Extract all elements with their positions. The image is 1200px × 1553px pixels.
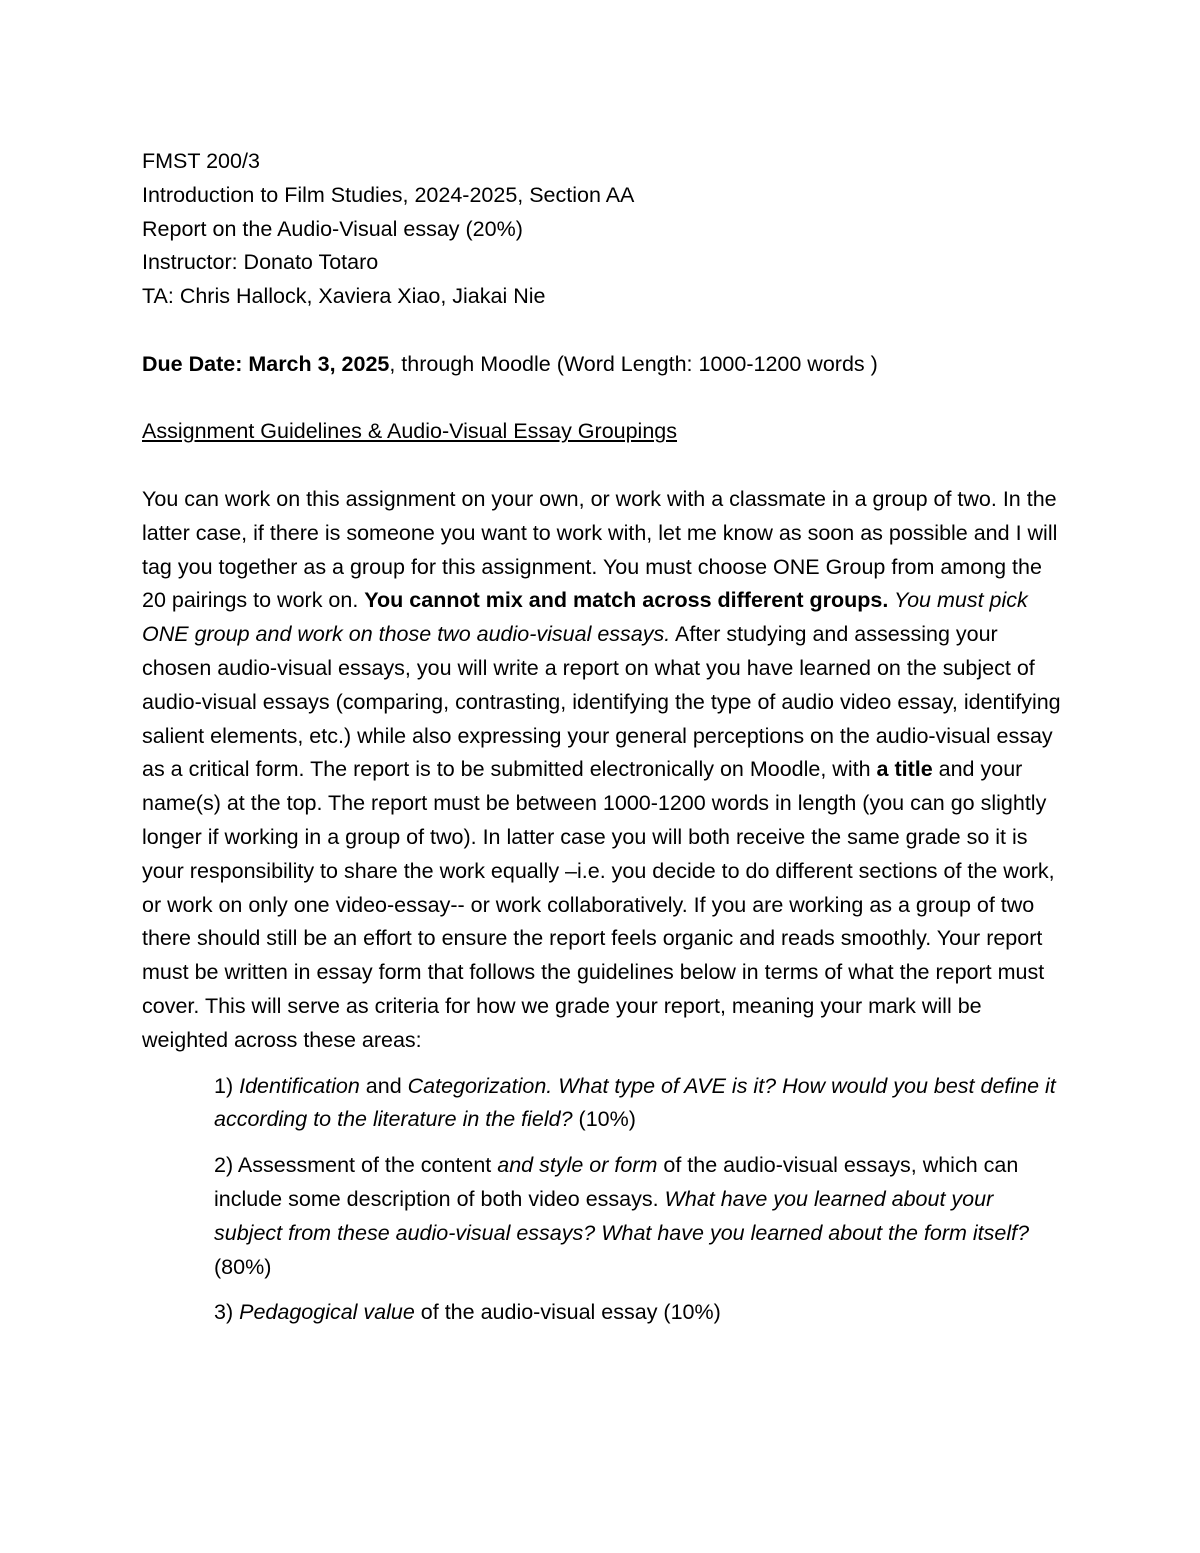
criteria-list — [214, 1070, 1064, 1331]
criterion-2-assessment: Assessment of the content — [237, 1153, 498, 1178]
criterion-2-description: of the audio-visual essays, which can include some description of both video essays. — [214, 1153, 1019, 1211]
criterion-item — [214, 1296, 1064, 1330]
due-date-label: Due Date: March 3, 2025 — [142, 351, 390, 376]
instructor-line: Instructor: Donato Totaro — [142, 250, 379, 275]
document-page — [142, 145, 1067, 1342]
paragraph-italic-note: You must pick ONE group and work on those two audio-visual essays. — [142, 588, 1028, 647]
guidelines-paragraph — [142, 483, 1067, 1058]
ta-line: TA: Chris Hallock, Xaviera Xiao, Jiakai Nie — [142, 284, 546, 309]
paragraph-bold-title: a title — [876, 757, 933, 782]
criterion-1-identification: Identification — [239, 1073, 360, 1098]
due-date-line — [142, 348, 1067, 382]
criterion-2-weight: (80%) — [214, 1254, 272, 1279]
assignment-title: Report on the Audio-Visual essay (20%) — [142, 216, 523, 241]
due-date-details: , through Moodle (Word Length: 1000-1200 words ) — [389, 351, 878, 376]
criterion-1-and: and — [359, 1073, 408, 1098]
criterion-2-style-form: and style or form — [497, 1153, 658, 1178]
criterion-number: 2) — [214, 1153, 234, 1178]
paragraph-bold-warning: You cannot mix and match across different groups. — [364, 588, 889, 613]
course-code: FMST 200/3 — [142, 149, 260, 173]
criterion-item — [214, 1070, 1064, 1138]
course-title: Introduction to Film Studies, 2024-2025, Section AA — [142, 182, 635, 207]
paragraph-text-3: and your name(s) at the top. The report must be between 1000-1200 words in length (you can go slightly longer if working in a group of two). In latter case you will both receive the same grade so it is your responsibility to share the work equally –i.e. you decide to do different sections of the work, or work on only one video-essay-- or work collaboratively. If you are working as a group of two there should still be an effort to ensure the report feels organic and reads smoothly. Your report must be written in essay form that follows the guidelines below in terms of what the report must cover. This will serve as criteria for how we grade your report, meaning your mark will be weighted across these areas: — [142, 757, 1055, 1052]
paragraph-text-2: After studying and assessing your chosen audio-visual essays, you will write a report on what you have learned on the subject of audio-visual essays (comparing, contrasting, identifying the type of audio video essay, identifying salient elements, etc.) while also expressing your general perceptions on the audio-visual essay as a critical form. The report is to be submitted electronically on Moodle, with — [142, 622, 1061, 782]
criterion-number: 3) — [214, 1300, 234, 1325]
criterion-1-categorization: Categorization. What type of AVE is it? How would you best define it according to the literature in the field? — [214, 1073, 1056, 1132]
criterion-1-weight: (10%) — [572, 1107, 636, 1132]
criterion-number: 1) — [214, 1073, 234, 1098]
criterion-2-questions: What have you learned about your subject from these audio-visual essays? What have you learned about the form itself? — [214, 1186, 1030, 1245]
criterion-item — [214, 1149, 1064, 1284]
criterion-3-pedagogical: Pedagogical value — [239, 1300, 415, 1325]
header-block — [142, 145, 1067, 314]
section-heading: Assignment Guidelines & Audio-Visual Essay Groupings — [142, 419, 678, 444]
paragraph-text-1: You can work on this assignment on your own, or work with a classmate in a group of two. In the latter case, if there is someone you want to work with, let me know as soon as possible and I will tag you together as a group for this assignment. You must choose ONE Group from among the 20 pairings to work on. — [142, 486, 1058, 613]
criterion-3-weight: of the audio-visual essay (10%) — [414, 1300, 721, 1325]
